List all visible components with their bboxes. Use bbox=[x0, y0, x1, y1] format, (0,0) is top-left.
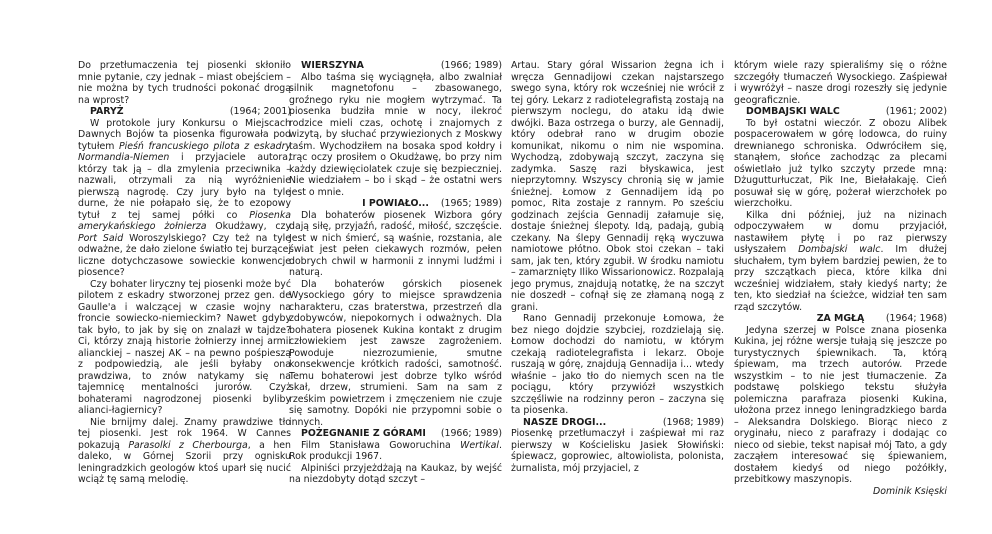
paragraph: Rano Gennadij przekonuje Łomowa, że bez niego dojdzie szybciej, rozdzielają się. Łomow dochodzi do namiotu, w którym czekają radiotelegrafista i lekarz. Oboje ruszają w górę, znajdują Gennadija i... wtedy właśnie – jako tło do niemych scen na tle pociągu, który przywiózł wszystkich szczęśliwie na rodzinny peron – zaczyna się ta piosenka. bbox=[511, 313, 724, 416]
paragraph: Albo taśma się wyciągnęła, albo zwalniał silnik magnetofonu – zbasowanego, groźnego ryku nie mogłem wytrzymać. Ta piosenka budziła mnie w nocy, ilekroć rodzice mieli czas, ochotę i znajomych z wizytą, by słuchać przywiezionych z Moskwy taśm. Wychodziłem na bosaka spod kołdry i trąc oczy prosiłem o Okudżawę, bo przy nim każdy dziewięciolatek czuje się bezpieczniej. Nie wiedziałem – bo i skąd – że ostatni wers jest o mnie. bbox=[289, 71, 502, 198]
section-heading-i-powialo bbox=[289, 198, 502, 210]
italic-title: Dombajski walc bbox=[798, 244, 881, 255]
section-heading-paryz bbox=[78, 106, 291, 118]
section-title: NASZE DROGI... bbox=[523, 416, 607, 428]
section-years: (1964; 2001) bbox=[229, 106, 291, 117]
paragraph: Kilka dni później, już na nizinach odpoczywałem w domu przyjaciół, nastawiłem płytę i po raz pierwszy usłyszałem Dombajski walc. Im dłużej słuchałem, tym byłem bardziej pewien, że to przy szczątkach pieca, które kilka dni wcześniej widziałem, stały kiedyś narty; że ten, kto siedział na ścieżce, widział ten sam rząd szczytów. bbox=[734, 209, 947, 313]
paragraph: Dla bohaterów piosenek Wizbora góry dają siłę, przyjaźń, radość, miłość, szczęście. Jest w nich śmierć, są waśnie, rozstania, ale świat jest pełen ciekawych rozmów, pełen dobrych chwil w harmonii z innymi ludźmi i naturą. bbox=[289, 209, 502, 278]
paragraph: Dla bohaterów górskich piosenek Wysockiego góry to miejsce sprawdzenia charakteru, czas braterstwa, przestrzeń dla zdobywców, niepokornych i odważnych. Dla bohatera piosenek Kukina kontakt z drugim człowiekiem jest zawsze zagrożeniem. Powoduje niezrozumienie, smutne konsekwencje krótkich radości, samotność. Temu bohaterowi jest dobrze tylko wśród skał, drzew, strumieni. Sam na sam z rześkim powietrzem i zmęczeniem nie czuje się samotny. Dopóki nie przypomni sobie o innych. bbox=[289, 278, 502, 428]
text-column-2 bbox=[289, 60, 502, 486]
text-column-3 bbox=[511, 60, 724, 474]
section-title: DOMBAJSKI WALC bbox=[746, 106, 840, 117]
section-title: PARYŻ bbox=[90, 106, 124, 117]
section-heading-za-mgla bbox=[734, 313, 947, 325]
section-title: ZA MGŁĄ bbox=[816, 313, 865, 324]
author-signature: Dominik Księski bbox=[873, 485, 947, 497]
section-heading-nasze-drogi bbox=[511, 417, 724, 429]
paragraph: Alpiniści przyjeżdżają na Kaukaz, by wejść na niezdobyty dotąd szczyt – bbox=[289, 462, 502, 485]
section-heading-wierszyna bbox=[289, 60, 502, 72]
paragraph: To był ostatni wieczór. Z obozu Alibek pospacerowałem w górę lodowca, do ruiny drewnianego schroniska. Odwróciłem się, stanąłem, słońce zachodząc za plecami oświetlało już tylko szczyty przede mną: Dżugutturłuczat, Pik Ine, Biełałakaję. Cień posuwał się w górę, pożerał wierzchołek po wierzchołku. bbox=[734, 117, 947, 209]
text-column-4 bbox=[734, 60, 947, 497]
section-years: (1964; 1968) bbox=[885, 313, 947, 324]
section-heading-dombajski-walc bbox=[734, 106, 947, 118]
section-years: (1965; 1989) bbox=[440, 198, 502, 209]
paragraph: W protokole jury Konkursu o Miejscach Dawnych Bojów ta piosenka figurowała pod tytułem Pieśń francuskiego pilota z eskadry Normandia-Niemen i przyjaciele autora, którzy tak ją – dla zmylenia przeciwnika – nazwali, otrzymali za nią wyróżnienie pierwszą nagrodę. Czy jury było na tyle durne, że nie połapało się, że to ezopowy tytuł z tej samej półki co Piosenka amerykańskiego żołnierza Okudżawy, czy Port Said Woroszylskiego? Czy też na tyle odważne, że dało zielone światło tej burzącej liczne dotychczasowe sowieckie konwencje piosence? bbox=[78, 117, 292, 278]
paragraph: Film Stanisława Goworuchina Wertikal. Rok produkcji 1967. bbox=[289, 439, 502, 462]
section-title: I POWIAŁO... bbox=[362, 198, 429, 209]
paragraph: Nie brnijmy dalej. Znamy prawdziwe tło tej piosenki. Jest rok 1964. W Cannes pokazują Parasolki z Cherbourga, a hen daleko, w Górnej Szorii przy ognisku leningradzkich geologów ktoś uparł się nucić wciąż tę samą melodię. bbox=[78, 416, 291, 485]
section-years: (1966; 1989) bbox=[440, 428, 502, 439]
italic-title: Wertikal bbox=[460, 439, 500, 451]
section-heading-pozegnanie bbox=[289, 428, 502, 440]
paragraph: Czy bohater liryczny tej piosenki może być pilotem z eskadry stworzonej przez gen. de Gaulle'a i walczącej w czasie wojny na froncie sowiecko-niemieckim? Nawet gdyby tak było, to jak by się on znalazł w tajdze? Ci, którzy znają historie żołnierzy innej armii alianckiej – naszej AK – na pewno pośpieszą z podpowiedzią, ale jeśli byłaby ona prawdziwa, to znów natykamy się na tajemnicę mentalności jurorów. Czyż bohaterami nagrodzonej piosenki byliby alianci-łagiernicy? bbox=[78, 278, 291, 416]
section-title: POŻEGNANIE Z GÓRAMI bbox=[301, 428, 426, 439]
italic-title: Piosenka amerykańskiego żołnierza bbox=[78, 209, 291, 232]
italic-title: Pieśń francuskiego pilota z eskadry Normandia-Niemen bbox=[78, 140, 292, 163]
paragraph: Piosenkę przetłumaczył i zaśpiewał mi raz pierwszy w Kościelisku Jasiek Słowiński: śpiewacz, goprowiec, altowiolista, polonista, żurnalista, mój przyjaciel, z bbox=[511, 428, 724, 474]
italic-title: Parasolki z Cherbourga bbox=[128, 439, 248, 451]
section-years: (1966; 1989) bbox=[440, 60, 502, 71]
paragraph: Artau. Stary góral Wissarion żegna ich i wręcza Gennadijowi czekan najstarszego swego syna, który rok wcześniej nie wrócił z tej góry. Lekarz z radiotelegrafistą zostają na pierwszym noclegu, do ataku idą dwie dwójki. Baza ostrzega o burzy, ale Gennadij, który odebrał rano w drugim obozie komunikat, nikomu o nim nie wspomina. Wychodzą, zdobywają szczyt, zaczyna się zadymka. Saszę razi błyskawica, jest nieprzytomny. Wszyscy chronią się w jamie śnieżnej. Łomow z Gennadijem idą po pomoc, Rita zostaje z rannym. Po sześciu godzinach zejścia Gennadij załamuje się, dostaje śnieżnej ślepoty. Idą, padają, gubią czekany. Na ślepy Gennadij ręką wyczuwa namiotowe płótno. Obok stoi czekan – taki sam, jak ten, który zgubił. W środku namiotu – zamarznięty Iliko Wissarionowicz. Rozpalają jego prymus, znajdują notatkę, że na szczyt nie doszedł – cofnął się ze złamaną nogą z grani. bbox=[511, 60, 724, 313]
text-column-1 bbox=[78, 60, 291, 486]
section-years: (1961; 2002) bbox=[885, 106, 947, 117]
italic-title: Port Said bbox=[78, 232, 124, 244]
paragraph: Do przetłumaczenia tej piosenki skłoniło mnie pytanie, czy jednak – miast obejściem – nie można by tych trudności pokonać drogą na wprost? bbox=[78, 60, 291, 106]
section-years: (1968; 1989) bbox=[662, 416, 724, 428]
paragraph: którym wiele razy spieraliśmy się o różne szczegóły tłumaczeń Wysockiego. Zaśpiewał i wywróżył – nasze drogi rozeszły się jedynie geograficznie. bbox=[734, 60, 947, 106]
section-title: WIERSZYNA bbox=[301, 60, 364, 71]
paragraph: Jedyna szerzej w Polsce znana piosenka Kukina, jej różne wersje tułają się jeszcze po turystycznych śpiewnikach. Ta, którą śpiewam, ma trzech autorów. Przede wszystkim – to nie jest tłumaczenie. Za podstawę polskiego tekstu służyła polemiczna parafraza piosenki Kukina, ułożona przez innego leningradzkiego barda – Aleksandra Dolskiego. Biorąc nieco z oryginału, nieco z parafrazy i dodając co nieco od siebie, tekst napisał mój Tato, a gdy zacząłem interesować się śpiewaniem, dostałem kiedyś od niego pożółkły, przebitkowy maszynopis. bbox=[734, 324, 947, 485]
